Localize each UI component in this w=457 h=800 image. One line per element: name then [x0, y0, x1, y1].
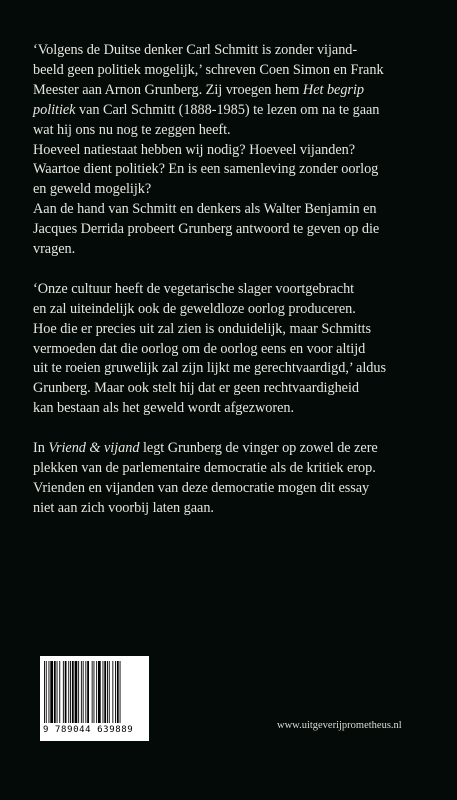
italic-title-part: Het begrip — [302, 81, 364, 98]
text-line: ‘Volgens de Duitse denker Carl Schmitt is zonder vijand- — [33, 42, 358, 58]
text-line: Jacques Derrida probeert Grunberg antwoord te geven op die — [33, 221, 380, 238]
text-line: en geweld mogelijk? — [33, 181, 152, 198]
text-line: politiek van Carl Schmitt (1888-1985) te lezen om na te gaan — [33, 101, 380, 118]
text-line: Hoe die er precies uit zal zien is onduidelijk, maar Schmitts — [33, 320, 371, 337]
text-line: plekken van de parlementaire democratie als de kritiek erop. — [33, 460, 376, 476]
italic-title-part: politiek — [33, 101, 76, 118]
text-line: In Vriend & vijand legt Grunberg de vinger op zowel de zere — [33, 440, 378, 457]
text-line: beeld geen politiek mogelijk,’ schreven Coen Simon en Frank — [33, 61, 384, 78]
text-line: vermoeden dat die oorlog om de oorlog eens en voor altijd — [33, 340, 366, 357]
text-line: kan bestaan als het geweld wordt afgezworen. — [33, 400, 294, 417]
text-line: Waartoe dient politiek? En is een samenleving zonder oorlog — [33, 161, 379, 178]
barcode-bars — [44, 661, 145, 723]
isbn-number: 9 789044 639889 — [43, 725, 134, 735]
text-line: en zal uiteindelijk ook de geweldloze oorlog produceren. — [33, 300, 356, 317]
text-line: Aan de hand van Schmitt en denkers als Walter Benjamin en — [33, 201, 377, 218]
text-line: Vrienden en vijanden van deze democratie mogen dit essay — [33, 479, 370, 496]
text-line: Meester aan Arnon Grunberg. Zij vroegen hem Het begrip — [33, 81, 364, 98]
publisher-website: www.uitgeverijprometheus.nl — [277, 720, 402, 731]
text-line: niet aan zich voorbij laten gaan. — [33, 499, 214, 516]
book-title: Vriend & vijand — [48, 440, 140, 457]
isbn-barcode — [40, 656, 149, 741]
text-line: vragen. — [33, 241, 76, 258]
text-line: uit te roeien gruwelijk zal zijn lijkt me gerechtvaardigd,’ aldus — [33, 360, 386, 377]
text-line: wat hij ons nu nog te zeggen heeft. — [33, 121, 231, 138]
back-cover-text — [33, 41, 433, 519]
text-line: Hoeveel natiestaat hebben wij nodig? Hoeveel vijanden? — [33, 141, 356, 158]
text-line: Grunberg. Maar ook stelt hij dat er geen rechtvaardigheid — [33, 380, 359, 397]
text-line: ‘Onze cultuur heeft de vegetarische slager voortgebracht — [33, 280, 355, 297]
